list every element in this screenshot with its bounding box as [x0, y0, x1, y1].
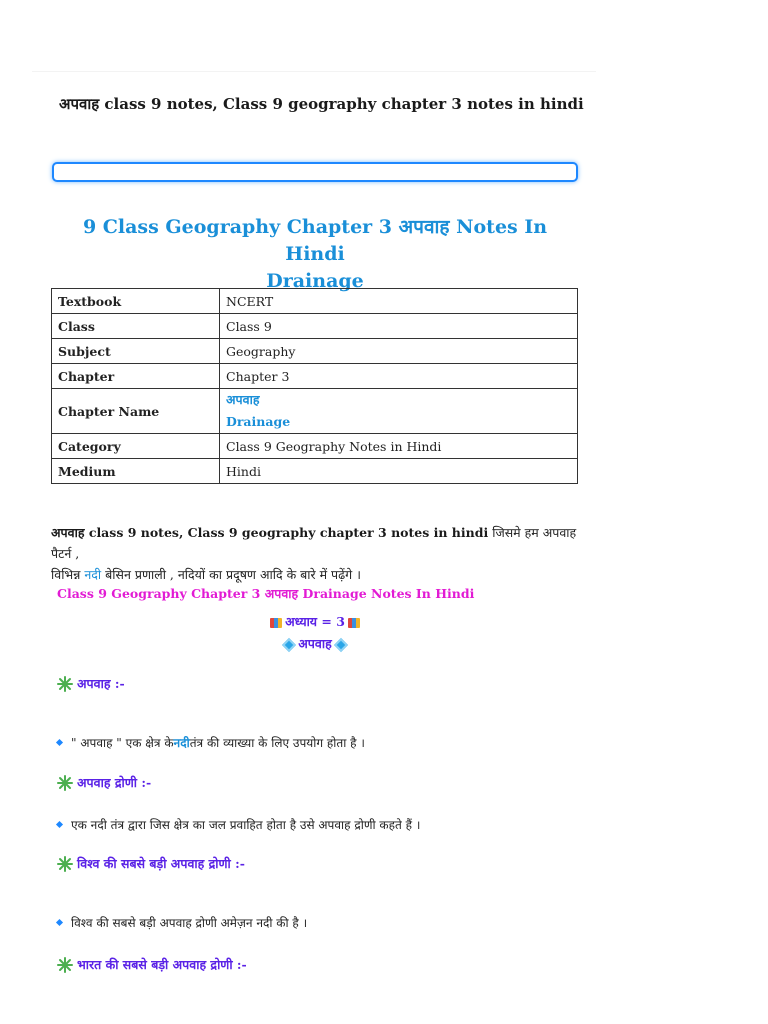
river-link[interactable]: नदी — [173, 736, 190, 750]
table-row — [52, 314, 578, 339]
table-key: Subject — [52, 339, 220, 364]
sparkle-icon — [57, 775, 73, 791]
section-heading — [57, 774, 151, 791]
table-key: Textbook — [52, 289, 220, 314]
bullet-icon — [56, 821, 63, 828]
table-value: Geography — [220, 339, 578, 364]
list-item — [57, 914, 307, 931]
section-heading — [57, 956, 247, 973]
chapter-name-link-hindi[interactable]: अपवाह — [226, 392, 260, 407]
section-heading-text: भारत की सबसे बड़ी अपवाह द्रोणी :- — [77, 957, 247, 972]
table-key: Class — [52, 314, 220, 339]
table-value: NCERT — [220, 289, 578, 314]
info-table — [51, 288, 578, 484]
chapter-number-text: अध्याय = 3 — [285, 614, 345, 629]
table-row — [52, 389, 578, 434]
books-icon — [348, 618, 360, 628]
list-item-text: तंत्र की व्याख्या के लिए उपयोग होता है । — [189, 736, 365, 750]
intro-paragraph — [51, 522, 591, 585]
table-value: Hindi — [220, 459, 578, 484]
list-item — [57, 816, 420, 833]
table-value — [220, 389, 578, 434]
river-link[interactable]: नदी — [84, 567, 102, 582]
section-heading-text: अपवाह द्रोणी :- — [77, 775, 152, 790]
section-heading — [57, 675, 125, 692]
chapter-number-line — [52, 613, 578, 630]
table-row — [52, 364, 578, 389]
sparkle-icon — [57, 957, 73, 973]
topic-text: अपवाह — [298, 636, 332, 651]
notes-heading: Class 9 Geography Chapter 3 अपवाह Drainage Notes In Hindi — [57, 586, 475, 601]
intro-text: जिसमे हम अपवाह पैटर्न , — [51, 525, 577, 561]
table-row — [52, 339, 578, 364]
section-heading-text: विश्व की सबसे बड़ी अपवाह द्रोणी :- — [77, 856, 245, 871]
page-title: अपवाह class 9 notes, Class 9 geography chapter 3 notes in hindi — [59, 95, 584, 113]
bullet-icon — [56, 739, 63, 746]
search-input[interactable] — [52, 162, 578, 182]
list-item-text: एक नदी तंत्र द्वारा जिस क्षेत्र का जल प्रवाहित होता है उसे अपवाह द्रोणी कहते हैं । — [71, 818, 421, 832]
list-item — [57, 734, 365, 751]
diamond-icon — [282, 637, 296, 651]
table-row — [52, 434, 578, 459]
table-row — [52, 459, 578, 484]
section-heading-text: अपवाह :- — [77, 676, 125, 691]
top-divider — [32, 71, 596, 72]
sparkle-icon — [57, 856, 73, 872]
list-item-text: " अपवाह " एक क्षेत्र के — [71, 736, 174, 750]
table-value: Class 9 — [220, 314, 578, 339]
article-heading — [52, 214, 578, 295]
intro-text: विभिन्न — [51, 567, 85, 582]
section-heading — [57, 855, 245, 872]
intro-text: बेसिन प्रणाली , नदियों का प्रदूषण आदि के बारे में पढ़ेंगे । — [101, 567, 361, 582]
table-key: Medium — [52, 459, 220, 484]
article-heading-line2: Drainage — [266, 270, 364, 292]
chapter-name-link-english[interactable]: Drainage — [226, 414, 291, 429]
diamond-icon — [334, 637, 348, 651]
article-heading-line1: 9 Class Geography Chapter 3 अपवाह Notes In Hindi — [82, 216, 548, 265]
table-value: Chapter 3 — [220, 364, 578, 389]
table-key: Chapter Name — [52, 389, 220, 434]
table-row — [52, 289, 578, 314]
table-key: Category — [52, 434, 220, 459]
table-value: Class 9 Geography Notes in Hindi — [220, 434, 578, 459]
sparkle-icon — [57, 676, 73, 692]
books-icon — [270, 618, 282, 628]
intro-bold: अपवाह class 9 notes, Class 9 geography chapter 3 notes in hindi — [51, 525, 489, 540]
list-item-text: विश्व की सबसे बड़ी अपवाह द्रोणी अमेज़न नदी की है । — [71, 916, 308, 930]
topic-line — [52, 635, 578, 652]
table-key: Chapter — [52, 364, 220, 389]
bullet-icon — [56, 919, 63, 926]
